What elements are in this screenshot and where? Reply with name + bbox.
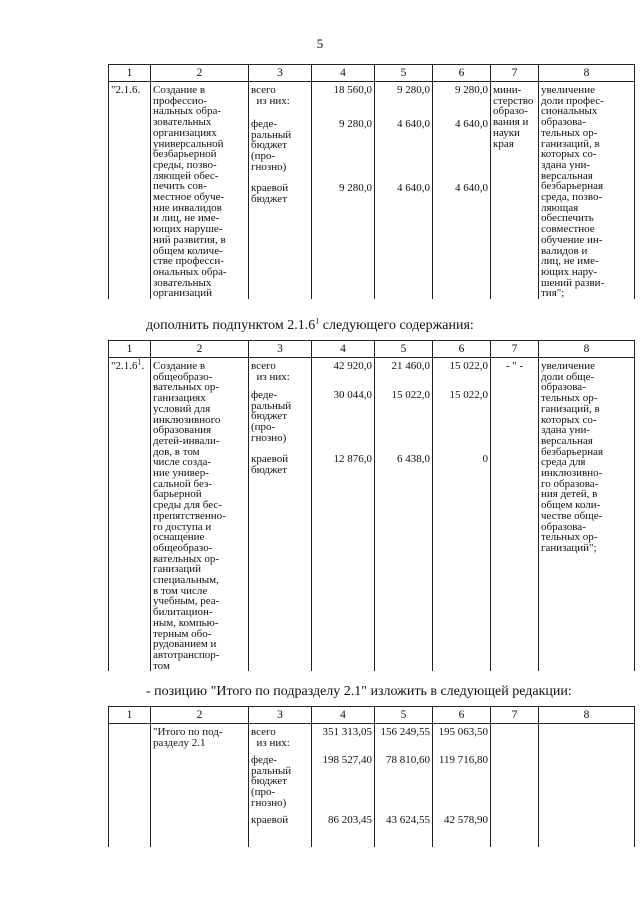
item-name: "Итого по под- разделу 2.1 (153, 726, 223, 749)
amount-total: 156 249,55 (380, 726, 430, 738)
src-regional: краевой бюджет (251, 453, 289, 476)
col-header-3: 3 (249, 707, 312, 724)
table-2-1-6-1 (108, 340, 635, 671)
col-header-3: 3 (249, 341, 312, 358)
col-header-2: 2 (151, 707, 249, 724)
amount-regional: 4 640,0 (455, 182, 488, 194)
amount-total: 21 460,0 (391, 360, 430, 372)
src-total: всего из них: (251, 360, 290, 383)
amount-total: 351 313,05 (322, 726, 372, 738)
amount-regional: 9 280,0 (339, 182, 372, 194)
col-header-6: 6 (433, 65, 491, 82)
amount-total: 9 280,0 (397, 84, 430, 96)
executor: - " - (505, 360, 524, 372)
col-header-8: 8 (539, 341, 635, 358)
amount-regional: 42 578,90 (444, 814, 488, 826)
col-header-4: 4 (312, 65, 375, 82)
col-header-2: 2 (151, 341, 249, 358)
col-header-2: 2 (151, 65, 249, 82)
amount-regional: 0 (482, 453, 488, 465)
src-federal: феде- ральный бюджет (про- гнозно) (251, 389, 292, 444)
col-header-7: 7 (491, 707, 539, 724)
amount-federal: 15 022,0 (391, 389, 430, 401)
amount-total: 9 280,0 (455, 84, 488, 96)
col-header-1: 1 (109, 65, 151, 82)
amount-total: 42 920,0 (333, 360, 372, 372)
expected-result: увеличение доли обще- образова- тельных ор- ганизаций, в которых со- здана уни- версальная безбарьерная среда для инклюзивно- го образова- ния детей, в общем коли- честве обще- образова- тельных ор- ганизаций"; (541, 360, 604, 554)
amount-regional: 12 876,0 (333, 453, 372, 465)
amount-federal: 198 527,40 (322, 754, 372, 766)
amendment-paragraph-2: - позицию "Итого по подразделу 2.1" изложить в следующей редакции: (146, 684, 572, 699)
src-total: всего из них: (251, 726, 290, 749)
src-regional: краевой (251, 814, 289, 826)
col-header-7: 7 (491, 65, 539, 82)
amount-federal: 15 022,0 (449, 389, 488, 401)
col-header-8: 8 (539, 707, 635, 724)
col-header-5: 5 (375, 65, 433, 82)
col-header-4: 4 (312, 707, 375, 724)
amount-total: 18 560,0 (333, 84, 372, 96)
amount-federal: 9 280,0 (339, 118, 372, 130)
item-name: Создание в профессио- нальных обра- зовательных организациях универсальной безбарьерной среды, позво- ляющей обес- печить сов- местное обуче- ние инвалидов и лиц, не име- ющих наруше- ний развития, в общем количе- стве професси- ональных обра- зовательных организаций (153, 84, 227, 300)
col-header-1: 1 (109, 341, 151, 358)
item-code: "2.1.6$^1$. (111, 357, 145, 372)
table-row (109, 82, 635, 300)
table-header-row (109, 65, 635, 82)
amount-federal: 78 810,60 (386, 754, 430, 766)
src-total: всего из них: (251, 84, 290, 107)
col-header-3: 3 (249, 65, 312, 82)
amount-federal: 119 716,80 (438, 754, 488, 766)
amount-total: 195 063,50 (438, 726, 488, 738)
col-header-8: 8 (539, 65, 635, 82)
page-number: 5 (316, 36, 324, 51)
table-row (109, 358, 635, 672)
item-code: "2.1.6. (111, 84, 141, 96)
amount-regional: 43 624,55 (386, 814, 430, 826)
src-federal: феде- ральный бюджет (про- гнозно) (251, 118, 292, 173)
expected-result: увеличение доли профес- сиональных образова- тельных ор- ганизаций, в которых со- здана уни- версальная безбарьерная среда, позво- ляющая обеспечить совместное обучение ин- валидов и лиц, не име- ющих нару- шений разви- тия"; (541, 84, 605, 300)
table-2-1-6 (108, 64, 635, 299)
table-total-2-1 (108, 706, 635, 847)
amount-regional: 86 203,45 (328, 814, 372, 826)
amount-total: 15 022,0 (449, 360, 488, 372)
col-header-7: 7 (491, 341, 539, 358)
table-header-row (109, 341, 635, 358)
col-header-6: 6 (433, 341, 491, 358)
table-header-row (109, 707, 635, 724)
amendment-paragraph-1: дополнить подпунктом 2.1.6$^1$ следующего содержания: (146, 316, 474, 333)
amount-federal: 30 044,0 (333, 389, 372, 401)
amount-regional: 4 640,0 (397, 182, 430, 194)
col-header-4: 4 (312, 341, 375, 358)
src-regional: краевой бюджет (251, 182, 289, 205)
table-row (109, 724, 635, 848)
src-federal: феде- ральный бюджет (про- гнозно) (251, 754, 292, 809)
col-header-5: 5 (375, 707, 433, 724)
amount-federal: 4 640,0 (455, 118, 488, 130)
col-header-1: 1 (109, 707, 151, 724)
amount-regional: 6 438,0 (397, 453, 430, 465)
col-header-5: 5 (375, 341, 433, 358)
amount-federal: 4 640,0 (397, 118, 430, 130)
item-name: Создание в общеобразо- вательных ор- ганизациях условий для инклюзивного образования детей-инвали- дов, в том числе созда- ние универ- сальной без- барьерной среды для бес- препятственно- го доступа и оснащение общеобразо- вательных ор- ганизаций специальным, в том числе учебным, реа- билитацион- ным, компью- терным обо- рудованием и автотранспор- том (153, 360, 226, 672)
executor: мини- стерство образо- вания и науки края (493, 84, 534, 150)
col-header-6: 6 (433, 707, 491, 724)
